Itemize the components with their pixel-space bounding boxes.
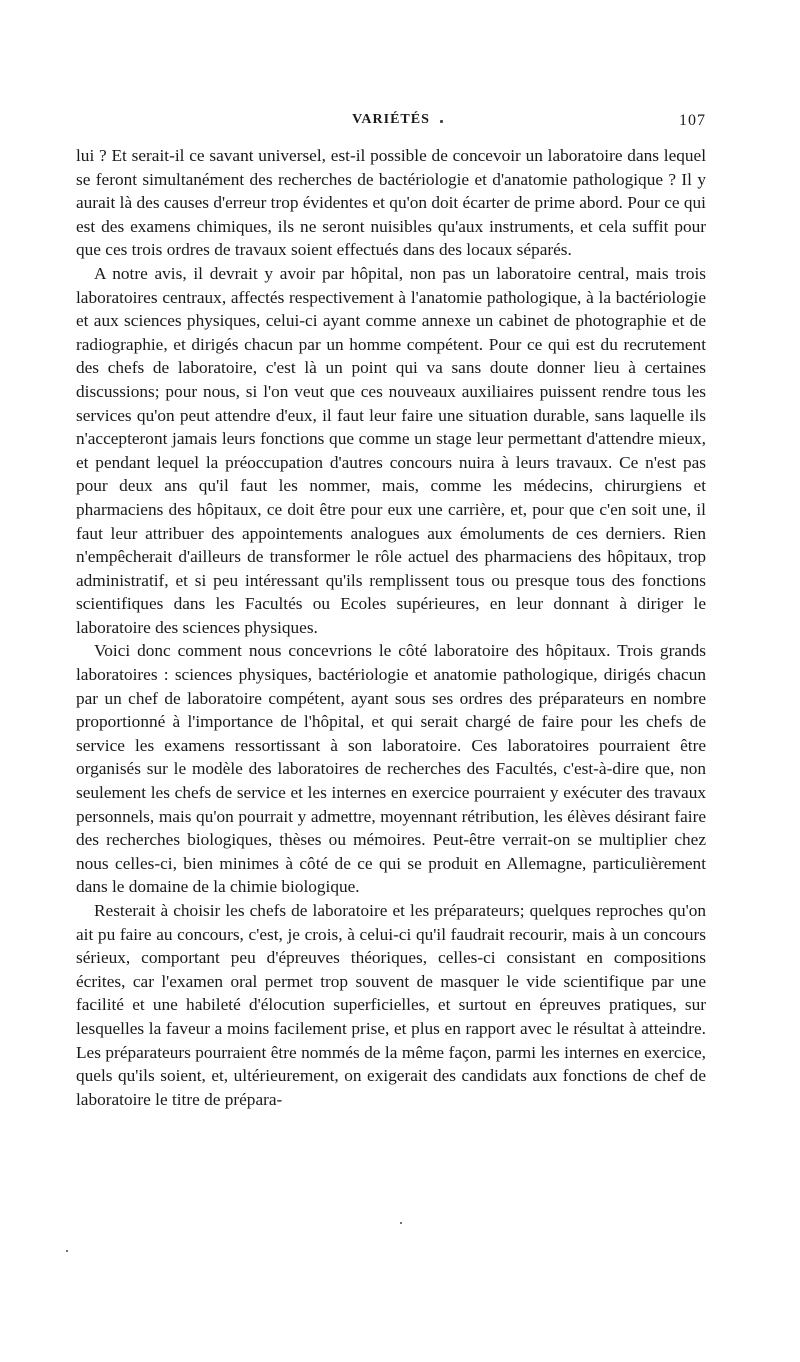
print-speck <box>400 1222 402 1224</box>
body-text <box>76 144 706 1111</box>
paragraph-1: lui ? Et serait-il ce savant universel, est-il possible de concevoir un laboratoire dans lequel se feront simultanément des recherches de bactériologie et d'anatomie pathologique ? Il y aurait là des causes d'erreur trop évidentes et qu'on doit écarter de prime abord. Pour ce qui est des examens chimiques, ils ne seront nuisibles qu'aux instruments, et cela suffit pour que ces trois ordres de travaux soient effectués dans des locaux séparés. <box>76 146 706 260</box>
print-speck <box>66 1250 68 1252</box>
paragraph-4: Resterait à choisir les chefs de laboratoire et les préparateurs; quelques reproches qu'on ait pu faire au concours, c'est, je crois, à celui-ci qu'il faudrait recourir, mais à un concours sérieux, comportant peu d'épreuves théoriques, celles-ci consistant en compositions écrites, car l'examen oral permet trop souvent de masquer le vide scientifique par une facilité et une habileté d'élocution superficielles, et surtout en épreuves pratiques, sur lesquelles la faveur a moins facilement prise, et plus en rapport avec le résultat à atteindre. Les préparateurs pourraient être nommés de la même façon, parmi les internes en exercice, quels qu'ils soient, et, ultérieurement, on exigerait des candidats aux fonctions de chef de laboratoire le titre de prépara- <box>76 901 706 1109</box>
running-head-title: VARIÉTÉS <box>352 112 430 127</box>
running-head <box>76 112 706 134</box>
paragraph-2: A notre avis, il devrait y avoir par hôpital, non pas un laboratoire central, mais trois laboratoires centraux, affectés respectivement à l'anatomie pathologique, à la bactériologie et aux sciences physiques, celui-ci ayant comme annexe un cabinet de photographie et de radiographie, et dirigés chacun par un homme compétent. Pour ce qui est du recrutement des chefs de laboratoire, c'est là un point qui va sans doute donner lieu à certaines discussions; pour nous, si l'on veut que ces nouveaux auxiliaires puissent rendre tous les services qu'on peut attendre d'eux, il faut leur faire une situation durable, sans laquelle ils n'accepteront jamais leurs fonctions que comme un stage leur permettant d'attendre mieux, et pendant lequel la préoccupation d'autres concours nuira à leurs travaux. Ce n'est pas pour deux ans qu'il faut les nommer, mais, comme les médecins, chirurgiens et pharmaciens des hôpitaux, ce doit être pour eux une carrière, et, pour que c'en soit une, il faut leur attribuer des appointements analogues aux émoluments de ces derniers. Rien n'empêcherait d'ailleurs de transformer le rôle actuel des pharmaciens des hôpitaux, trop administratif, et si peu intéressant qu'ils remplissent tous ou presque tous des fonctions scientifiques dans les Facultés ou Ecoles supérieures, en leur donnant à diriger le laboratoire des sciences physiques. <box>76 263 706 637</box>
page-number: 107 <box>679 112 706 129</box>
print-speck <box>440 120 443 123</box>
paragraph-3: Voici donc comment nous concevrions le côté laboratoire des hôpitaux. Trois grands laboratoires : sciences physiques, bactériologie et anatomie pathologique, dirigés chacun par un chef de laboratoire compétent, ayant sous ses ordres des préparateurs en nombre proportionné à l'importance de l'hôpital, et qui serait chargé de faire pour les chefs de service les examens ressortissant à son laboratoire. Ces laboratoires pourraient être organisés sur le modèle des laboratoires de recherches des Facultés, c'est-à-dire que, non seulement les chefs de service et les internes en exercice pourraient y exécuter des travaux personnels, mais qu'on pourrait y admettre, moyennant rétribution, les élèves désirant faire des recherches biologiques, thèses ou mémoires. Peut-être verrait-on se multiplier chez nous celles-ci, bien minimes à côté de ce qui se produit en Allemagne, particulièrement dans le domaine de la chimie biologique. <box>76 641 706 897</box>
